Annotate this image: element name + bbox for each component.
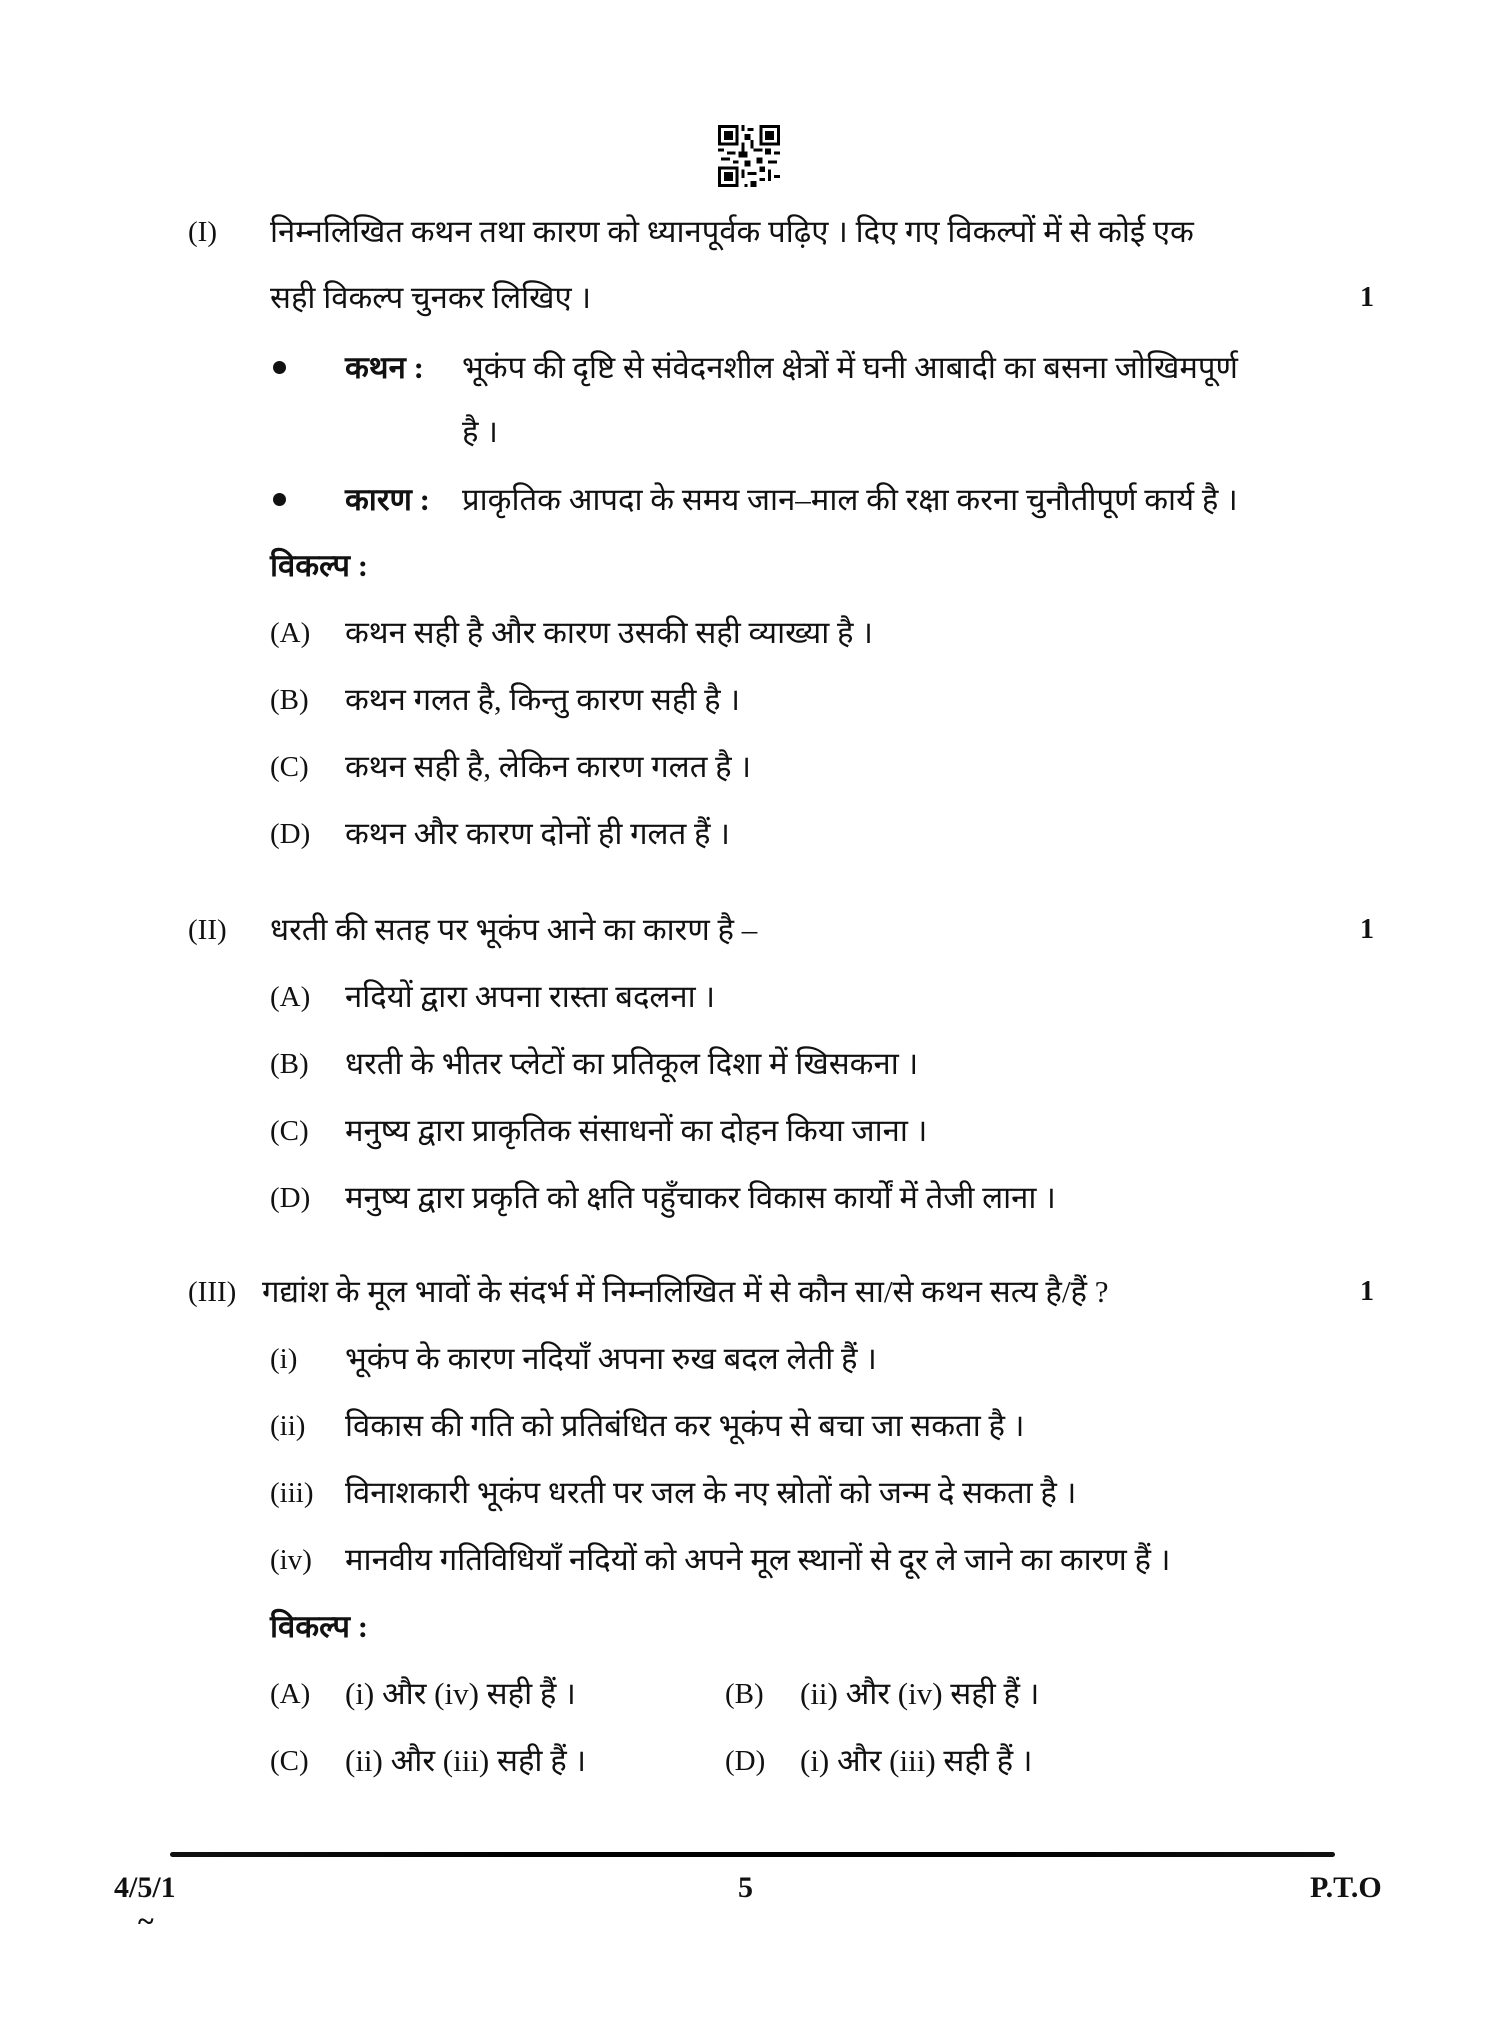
option-label: (B)	[270, 1048, 309, 1080]
reason-label: कारण :	[345, 482, 431, 517]
option-label: (C)	[270, 751, 309, 783]
statement-text: भूकंप की दृष्टि से संवेदनशील क्षेत्रों में घनी आबादी का बसना जोखिमपूर्ण	[462, 350, 1238, 385]
option-label: (A)	[270, 617, 311, 649]
option-text: (i) और (iv) सही हैं ।	[345, 1676, 576, 1711]
options-heading: विकल्प :	[270, 548, 369, 583]
marks: 1	[1360, 282, 1374, 313]
option-label: (B)	[270, 684, 309, 716]
footer-divider	[170, 1852, 1335, 1857]
question-text-continued: सही विकल्प चुनकर लिखिए ।	[270, 280, 592, 315]
bullet-icon	[273, 361, 286, 374]
option-label: (B)	[725, 1678, 764, 1710]
option-label: (A)	[270, 1678, 311, 1710]
option-text: नदियों द्वारा अपना रास्ता बदलना ।	[345, 979, 716, 1014]
paper-code: 4/5/1	[114, 1871, 176, 1904]
tilde-mark: ~	[138, 1905, 154, 1938]
question-number: (II)	[188, 914, 227, 946]
statement-label: (iii)	[270, 1477, 314, 1509]
marks: 1	[1360, 914, 1374, 945]
statement-text: भूकंप के कारण नदियाँ अपना रुख बदल लेती हैं ।	[345, 1341, 877, 1376]
statement-label: (ii)	[270, 1410, 306, 1442]
question-text: गद्यांश के मूल भावों के संदर्भ में निम्नलिखित में से कौन सा/से कथन सत्य है/हैं ?	[262, 1274, 1109, 1309]
option-text: (ii) और (iv) सही हैं ।	[800, 1676, 1040, 1711]
options-heading: विकल्प :	[270, 1609, 369, 1644]
page-number: 5	[738, 1871, 753, 1904]
option-text: मनुष्य द्वारा प्राकृतिक संसाधनों का दोहन किया जाना ।	[345, 1113, 928, 1148]
option-text: (ii) और (iii) सही हैं ।	[345, 1743, 587, 1778]
option-label: (D)	[270, 818, 311, 850]
pto-label: P.T.O	[1310, 1871, 1382, 1904]
statement-label: (i)	[270, 1343, 298, 1375]
marks: 1	[1360, 1276, 1374, 1307]
option-label: (D)	[725, 1745, 766, 1777]
qr-code-icon	[718, 125, 780, 187]
statement-label: कथन :	[345, 350, 424, 385]
reason-text: प्राकृतिक आपदा के समय जान–माल की रक्षा करना चुनौतीपूर्ण कार्य है ।	[462, 482, 1238, 517]
question-number: (III)	[188, 1276, 237, 1308]
statement-text: मानवीय गतिविधियाँ नदियों को अपने मूल स्थानों से दूर ले जाने का कारण हैं ।	[345, 1542, 1171, 1577]
bullet-icon	[273, 493, 286, 506]
statement-label: (iv)	[270, 1544, 312, 1576]
option-text: कथन सही है और कारण उसकी सही व्याख्या है ।	[345, 615, 873, 650]
statement-text-continued: है ।	[462, 414, 498, 449]
statement-text: विनाशकारी भूकंप धरती पर जल के नए स्रोतों को जन्म दे सकता है ।	[345, 1475, 1077, 1510]
option-label: (C)	[270, 1115, 309, 1147]
question-text: निम्नलिखित कथन तथा कारण को ध्यानपूर्वक पढ़िए । दिए गए विकल्पों में से कोई एक	[270, 214, 1194, 249]
option-text: मनुष्य द्वारा प्रकृति को क्षति पहुँचाकर विकास कार्यों में तेजी लाना ।	[345, 1180, 1056, 1215]
option-text: (i) और (iii) सही हैं ।	[800, 1743, 1033, 1778]
option-label: (C)	[270, 1745, 309, 1777]
option-label: (D)	[270, 1182, 311, 1214]
question-number: (I)	[188, 216, 217, 248]
option-text: धरती के भीतर प्लेटों का प्रतिकूल दिशा में खिसकना ।	[345, 1046, 919, 1081]
statement-text: विकास की गति को प्रतिबंधित कर भूकंप से बचा जा सकता है ।	[345, 1408, 1025, 1443]
option-label: (A)	[270, 981, 311, 1013]
option-text: कथन सही है, लेकिन कारण गलत है ।	[345, 749, 752, 784]
question-text: धरती की सतह पर भूकंप आने का कारण है –	[270, 912, 758, 947]
option-text: कथन और कारण दोनों ही गलत हैं ।	[345, 816, 730, 851]
option-text: कथन गलत है, किन्तु कारण सही है ।	[345, 682, 741, 717]
